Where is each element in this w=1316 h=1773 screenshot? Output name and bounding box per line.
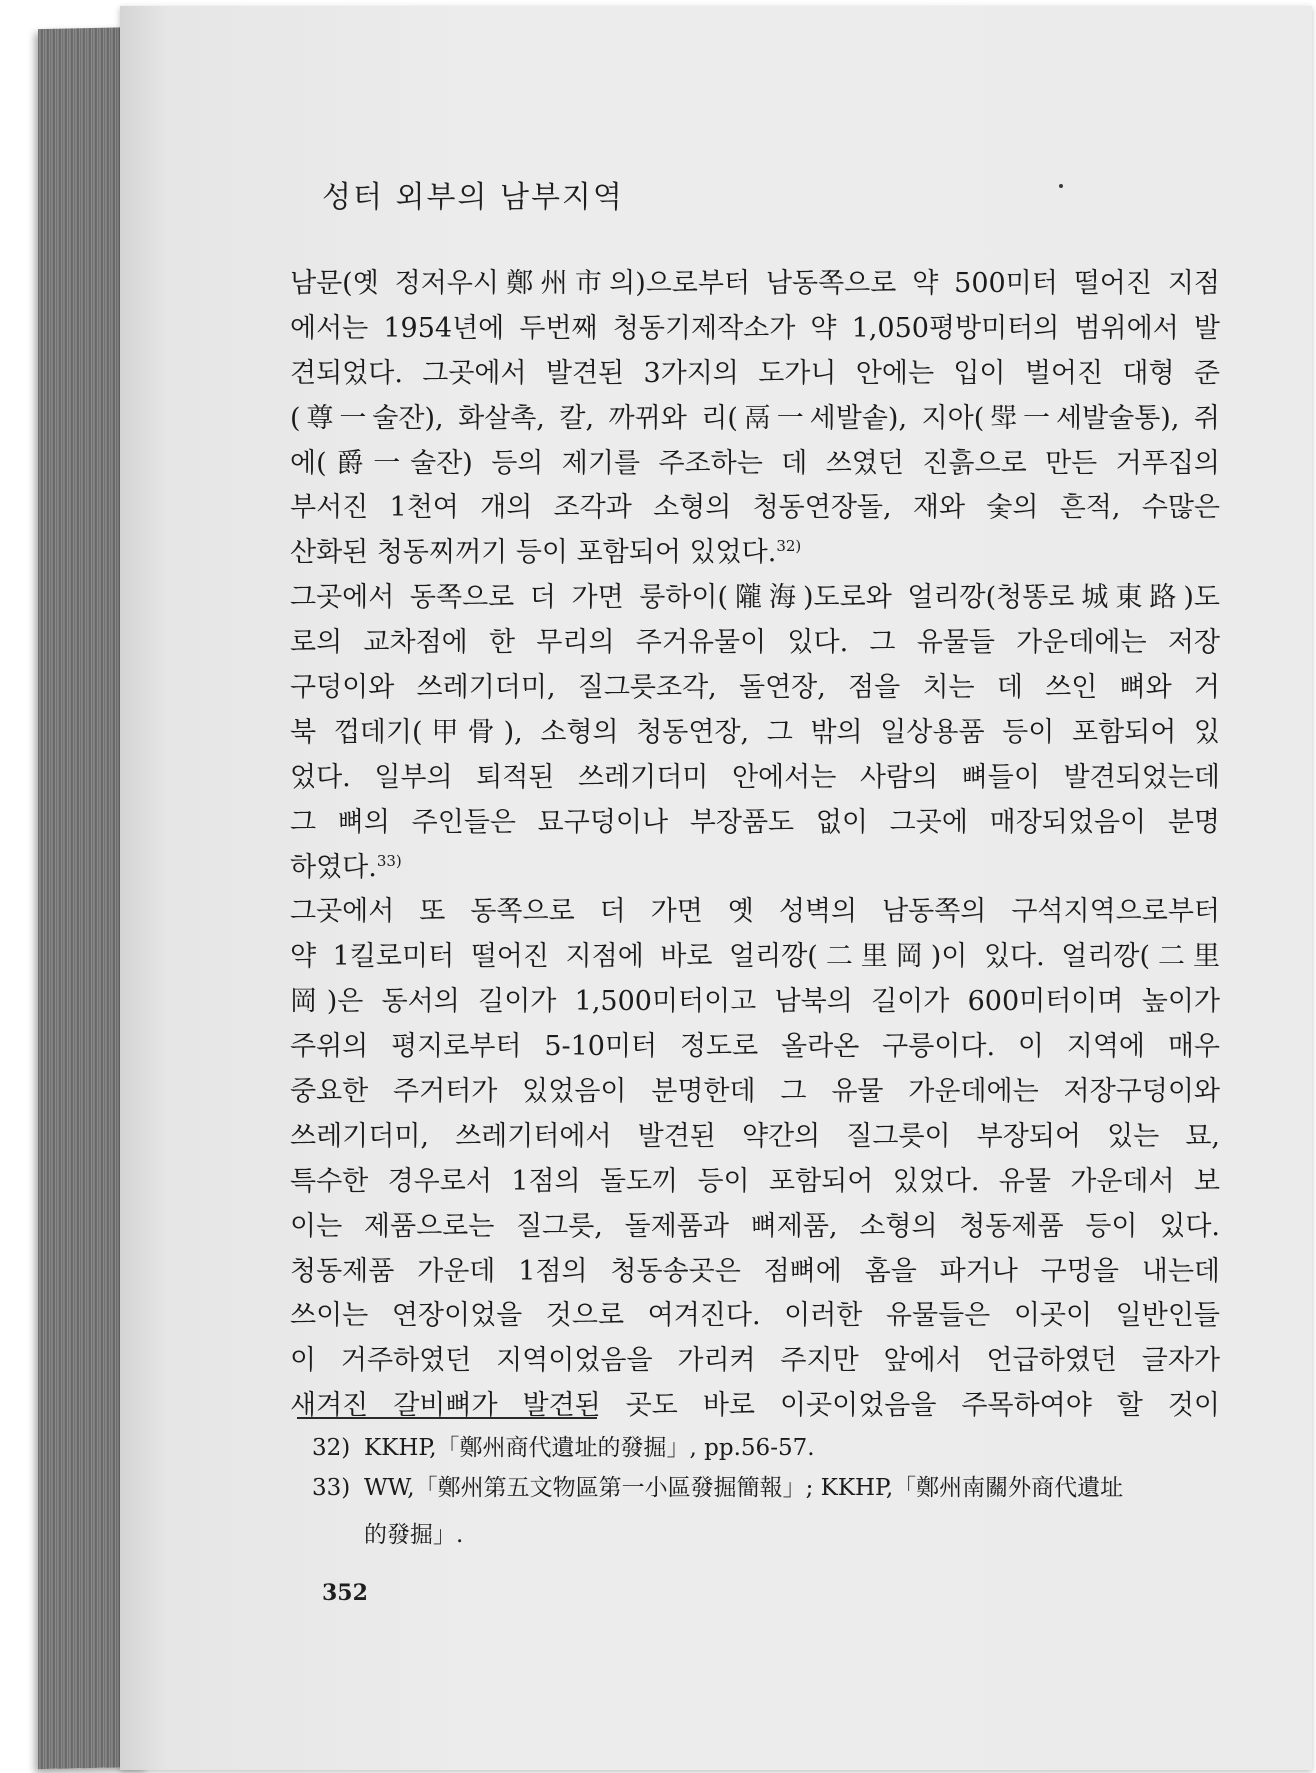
footnote-text: KKHP,「鄭州商代遺址的發掘」, pp.56-57. xyxy=(364,1435,815,1461)
paragraph-line: 에서는 1954년에 두번째 청동기제작소가 약 1,050평방미터의 범위에서 발 xyxy=(290,312,1220,344)
paragraph-line: 새겨진 갈비뼈가 발견된 곳도 바로 이곳이었음을 주목하여야 할 것이 xyxy=(290,1390,1220,1422)
body-text xyxy=(290,262,1220,1429)
paragraph-line: 그 뼈의 주인들은 묘구덩이나 부장품도 없이 그곳에 매장되었음이 분명 xyxy=(290,806,1220,838)
paragraph-line: 이 거주하였던 지역이었음을 가리켜 주지만 앞에서 언급하였던 글자가 xyxy=(290,1345,1220,1377)
footnote xyxy=(312,1428,1232,1468)
footnote-divider xyxy=(297,1417,597,1419)
footnote-number: 32) xyxy=(312,1435,351,1461)
paragraph-line: 남문(옛 정저우시鄭州市의)으로부터 남동쪽으로 약 500미터 떨어진 지점 xyxy=(290,268,1220,299)
paragraph-line: 에(爵一술잔) 등의 제기를 주조하는 데 쓰였던 진흙으로 만든 거푸집의 xyxy=(290,447,1220,479)
footnote-continuation: 的發掘」. xyxy=(364,1522,464,1548)
paragraph-line: 쓰이는 연장이었을 것으로 여겨진다. 이러한 유물들은 이곳이 일반인들 xyxy=(290,1300,1220,1332)
paragraph-line-text: 하였다. xyxy=(290,851,377,883)
paragraph-line: 었다. 일부의 퇴적된 쓰레기더미 안에서는 사람의 뼈들이 발견되었는데 xyxy=(290,761,1220,793)
paragraph-line: 주위의 평지로부터 5-10미터 정도로 올라온 구릉이다. 이 지역에 매우 xyxy=(290,1031,1220,1063)
paragraph-line: 岡)은 동서의 길이가 1,500미터이고 남북의 길이가 600미터이며 높이가 xyxy=(290,986,1220,1018)
footnote-text: WW,「鄭州第五文物區第一小區發掘簡報」; KKHP,「鄭州南關外商代遺址 xyxy=(364,1475,1124,1501)
paragraph-line: 약 1킬로미터 떨어진 지점에 바로 얼리깡(二里岡)이 있다. 얼리깡(二里 xyxy=(290,941,1220,973)
page-number: 352 xyxy=(322,1580,368,1606)
paragraph-last-line xyxy=(290,846,1220,891)
paragraph-line: 이는 제품으로는 질그릇, 돌제품과 뼈제품, 소형의 청동제품 등이 있다. xyxy=(290,1210,1220,1242)
footnote-marker: 32) xyxy=(776,537,802,556)
paragraph-line: 구덩이와 쓰레기더미, 질그릇조각, 돌연장, 점을 치는 데 쓰인 뼈와 거 xyxy=(290,672,1220,704)
paragraph-line: (尊一술잔), 화살촉, 칼, 까뀌와 리(鬲一세발솥), 지아(斝一세발술통), 쥐 xyxy=(290,402,1220,434)
paragraph-line: 쓰레기더미, 쓰레기터에서 발견된 약간의 질그릇이 부장되어 있는 묘, xyxy=(290,1120,1220,1152)
paragraph-line: 그곳에서 동쪽으로 더 가면 룽하이(隴海)도로와 얼리깡(청똥로城東路)도 xyxy=(290,582,1220,614)
footnote xyxy=(312,1468,1232,1508)
paragraph-line: 청동제품 가운데 1점의 청동송곳은 점뼈에 홈을 파거나 구멍을 내는데 xyxy=(290,1255,1220,1287)
paragraph-line: 로의 교차점에 한 무리의 주거유물이 있다. 그 유물들 가운데에는 저장 xyxy=(290,627,1220,659)
paragraph-line: 그곳에서 또 동쪽으로 더 가면 옛 성벽의 남동쪽의 구석지역으로부터 xyxy=(290,896,1220,928)
paragraph-line: 부서진 1천여 개의 조각과 소형의 청동연장돌, 재와 숯의 흔적, 수많은 xyxy=(290,492,1220,524)
paragraph-line: 특수한 경우로서 1점의 돌도끼 등이 포함되어 있었다. 유물 가운데서 보 xyxy=(290,1165,1220,1197)
footnote-marker: 33) xyxy=(376,851,402,870)
footnote-number: 33) xyxy=(312,1475,351,1501)
paragraph-line-text: 산화된 청동찌꺼기 등이 포함되어 있었다. xyxy=(290,537,777,569)
ink-speck xyxy=(1059,184,1063,188)
paragraph-line: 견되었다. 그곳에서 발견된 3가지의 도가니 안에는 입이 벌어진 대형 준 xyxy=(290,357,1220,389)
section-heading: 성터 외부의 남부지역 xyxy=(322,180,624,215)
paragraph-line: 북 껍데기(甲骨), 소형의 청동연장, 그 밖의 일상용품 등이 포함되어 있 xyxy=(290,716,1220,748)
paragraph-last-line xyxy=(290,531,1220,576)
paragraph-line: 중요한 주거터가 있었음이 분명한데 그 유물 가운데에는 저장구덩이와 xyxy=(290,1076,1220,1108)
